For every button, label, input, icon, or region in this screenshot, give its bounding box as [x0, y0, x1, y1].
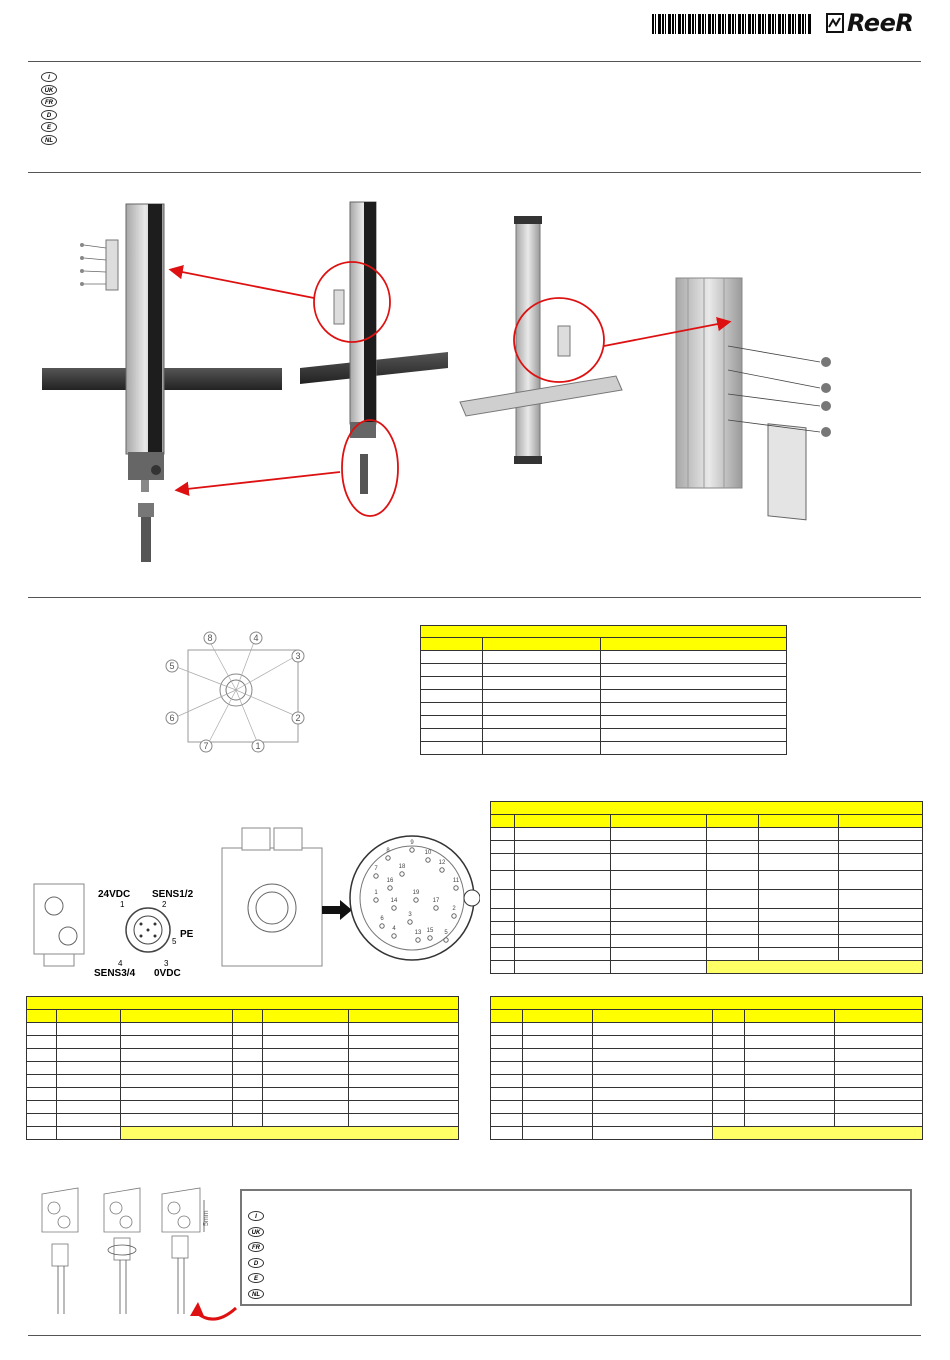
- rule-top: [28, 61, 921, 62]
- label-pe: PE: [180, 929, 194, 940]
- rule-bottom: [28, 1335, 921, 1336]
- brand-name: ReeR: [847, 9, 914, 37]
- pin-label: 5: [169, 661, 175, 671]
- pin-number: 8: [386, 848, 390, 854]
- pin-number: 2: [452, 906, 456, 912]
- pin-number: 19: [412, 890, 420, 896]
- label-0vdc: 0VDC: [154, 968, 181, 978]
- pin2-number: 2: [162, 900, 167, 909]
- pin-number: 1: [374, 890, 378, 896]
- label-sens12: SENS1/2: [152, 889, 194, 900]
- pin-number: 16: [386, 878, 394, 884]
- pin-number: 14: [390, 898, 398, 904]
- pin-number: 5: [444, 930, 448, 936]
- rule-section-2: [28, 597, 921, 598]
- pin3-number: 3: [164, 959, 169, 968]
- cable-assembly-steps: [28, 1186, 248, 1326]
- pin-label: 8: [207, 633, 213, 643]
- pin-number: 11: [452, 878, 460, 884]
- light-curtain-middle: [300, 202, 448, 494]
- language-badge-icon: FR: [41, 97, 57, 107]
- column-mount: [460, 216, 622, 464]
- language-badge-icon: E: [248, 1273, 264, 1283]
- connector-19pin-drawing: [216, 824, 480, 976]
- light-curtain-left: [42, 204, 282, 562]
- pin-number: 4: [392, 926, 396, 932]
- pinout-table-19pin: [490, 801, 923, 974]
- pin-number: 18: [398, 864, 406, 870]
- pin-number: 6: [380, 916, 384, 922]
- pin-label: 6: [169, 713, 175, 723]
- language-badge-icon: I: [41, 72, 57, 82]
- language-badge-icon: NL: [41, 135, 57, 145]
- pin5-number: 5: [172, 937, 177, 946]
- pin1-number: 1: [120, 900, 125, 909]
- instructions-box: [240, 1189, 912, 1306]
- reer-logo: [826, 10, 913, 36]
- language-badge-icon: D: [41, 110, 57, 120]
- language-badge-icon: FR: [248, 1242, 264, 1252]
- arrow-icon: [322, 900, 352, 920]
- pin-label: 7: [203, 741, 209, 751]
- pinout-table-8pin: [420, 625, 787, 755]
- connector-5pin-drawing: [28, 878, 218, 978]
- pin-number: 7: [374, 866, 378, 872]
- pin-number: 12: [438, 860, 446, 866]
- dimension-label: 5mm: [203, 1210, 210, 1226]
- pin4-number: 4: [118, 959, 123, 968]
- pin-number: 10: [424, 850, 432, 856]
- language-badge-icon: I: [248, 1211, 264, 1221]
- pin-number: 13: [414, 930, 422, 936]
- pin-label: 4: [253, 633, 259, 643]
- language-badge-icon: D: [248, 1258, 264, 1268]
- pin-number: 15: [426, 928, 434, 934]
- language-badge-icon: UK: [248, 1227, 264, 1237]
- rule-section-1: [28, 172, 921, 173]
- label-sens34: SENS3/4: [94, 968, 136, 978]
- pin-label: 2: [295, 713, 301, 723]
- pin-label: 3: [295, 651, 301, 661]
- pin-label: 1: [255, 741, 261, 751]
- connector-8pin-drawing: [160, 628, 310, 758]
- logo-mark-icon: [826, 13, 844, 33]
- barcode: [652, 14, 812, 34]
- pinout-table-left: [26, 996, 459, 1140]
- language-badge-icon: UK: [41, 85, 57, 95]
- pin-number: 17: [432, 898, 440, 904]
- language-badge-icon: E: [41, 122, 57, 132]
- language-badge-icon: NL: [248, 1289, 264, 1299]
- bracket-detail: [676, 278, 831, 520]
- pin-number: 9: [410, 840, 414, 846]
- pin-number: 3: [408, 912, 412, 918]
- pinout-table-right: [490, 996, 923, 1140]
- mounting-illustration: [28, 180, 921, 590]
- label-24vdc: 24VDC: [98, 889, 131, 900]
